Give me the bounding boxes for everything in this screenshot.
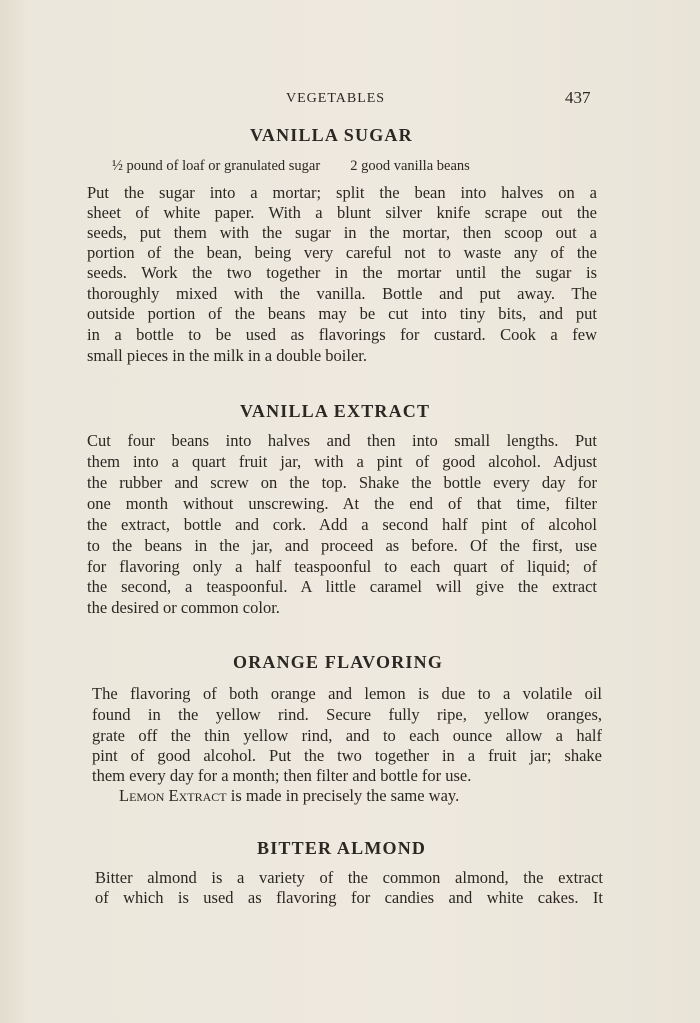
paragraph-line: to the beans in the jar, and proceed as before. Of the first, use — [87, 536, 597, 555]
paragraph-line: of which is used as flavoring for candies and white cakes. It — [95, 888, 603, 907]
ingredient-item: ½ pound of loaf or granulated sugar — [112, 158, 321, 174]
paragraph-line: Put the sugar into a mortar; split the bean into halves on a — [87, 183, 597, 202]
paragraph-line: small pieces in the milk in a double boiler. — [87, 346, 367, 365]
section-title-vanilla-extract: VANILLA EXTRACT — [240, 401, 431, 421]
paragraph-line: seeds, put them with the sugar in the mortar, then scoop out a — [87, 223, 597, 242]
ingredient-item: 2 good vanilla beans — [350, 158, 470, 174]
paragraph-line: The flavoring of both orange and lemon is due to a volatile oil — [92, 684, 602, 703]
paragraph-line: Cut four beans into halves and then into small lengths. Put — [87, 431, 597, 450]
paragraph-line: Bitter almond is a variety of the common almond, the extract — [95, 868, 603, 887]
paragraph-line: them every day for a month; then filter and bottle for use. — [92, 766, 472, 785]
paragraph-line: the second, a teaspoonful. A little caramel will give the extract — [87, 577, 597, 596]
paragraph-line: thoroughly mixed with the vanilla. Bottle and put away. The — [87, 284, 597, 303]
ingredients-vanilla-sugar — [112, 158, 470, 175]
section-title-vanilla-sugar: VANILLA SUGAR — [250, 125, 413, 145]
paragraph-line: portion of the bean, being very careful not to waste any of the — [87, 243, 597, 262]
paragraph-line: sheet of white paper. With a blunt silver knife scrape out the — [87, 203, 597, 222]
paragraph-line: grate off the thin yellow rind, and to each ounce allow a half — [92, 726, 602, 745]
page-number: 437 — [565, 88, 591, 107]
section-title-bitter-almond: BITTER ALMOND — [257, 838, 427, 858]
lemon-extract-term: Lemon Extract — [119, 786, 227, 805]
paragraph-line: the extract, bottle and cork. Add a second half pint of alcohol — [87, 515, 597, 534]
paragraph-line: in a bottle to be used as flavorings for custard. Cook a few — [87, 325, 597, 344]
running-title: VEGETABLES — [286, 91, 386, 106]
paragraph-line: for flavoring only a half teaspoonful to each quart of liquid; of — [87, 557, 597, 576]
paragraph-line: one month without unscrewing. At the end of that time, filter — [87, 494, 597, 513]
paragraph-line: pint of good alcohol. Put the two together in a fruit jar; shake — [92, 746, 602, 765]
section-title-orange-flavoring: ORANGE FLAVORING — [233, 652, 444, 672]
lemon-extract-note — [119, 786, 599, 806]
lemon-extract-text: is made in precisely the same way. — [226, 786, 460, 805]
running-header — [0, 88, 700, 112]
paragraph-line: the desired or common color. — [87, 598, 280, 617]
paragraph-line: them into a quart fruit jar, with a pint of good alcohol. Adjust — [87, 452, 597, 471]
paragraph-line: found in the yellow rind. Secure fully ripe, yellow oranges, — [92, 705, 602, 724]
paragraph-line: outside portion of the beans may be cut into tiny bits, and put — [87, 304, 597, 323]
paragraph-line: the rubber and screw on the top. Shake the bottle every day for — [87, 473, 597, 492]
paragraph-line: seeds. Work the two together in the mortar until the sugar is — [87, 263, 597, 282]
